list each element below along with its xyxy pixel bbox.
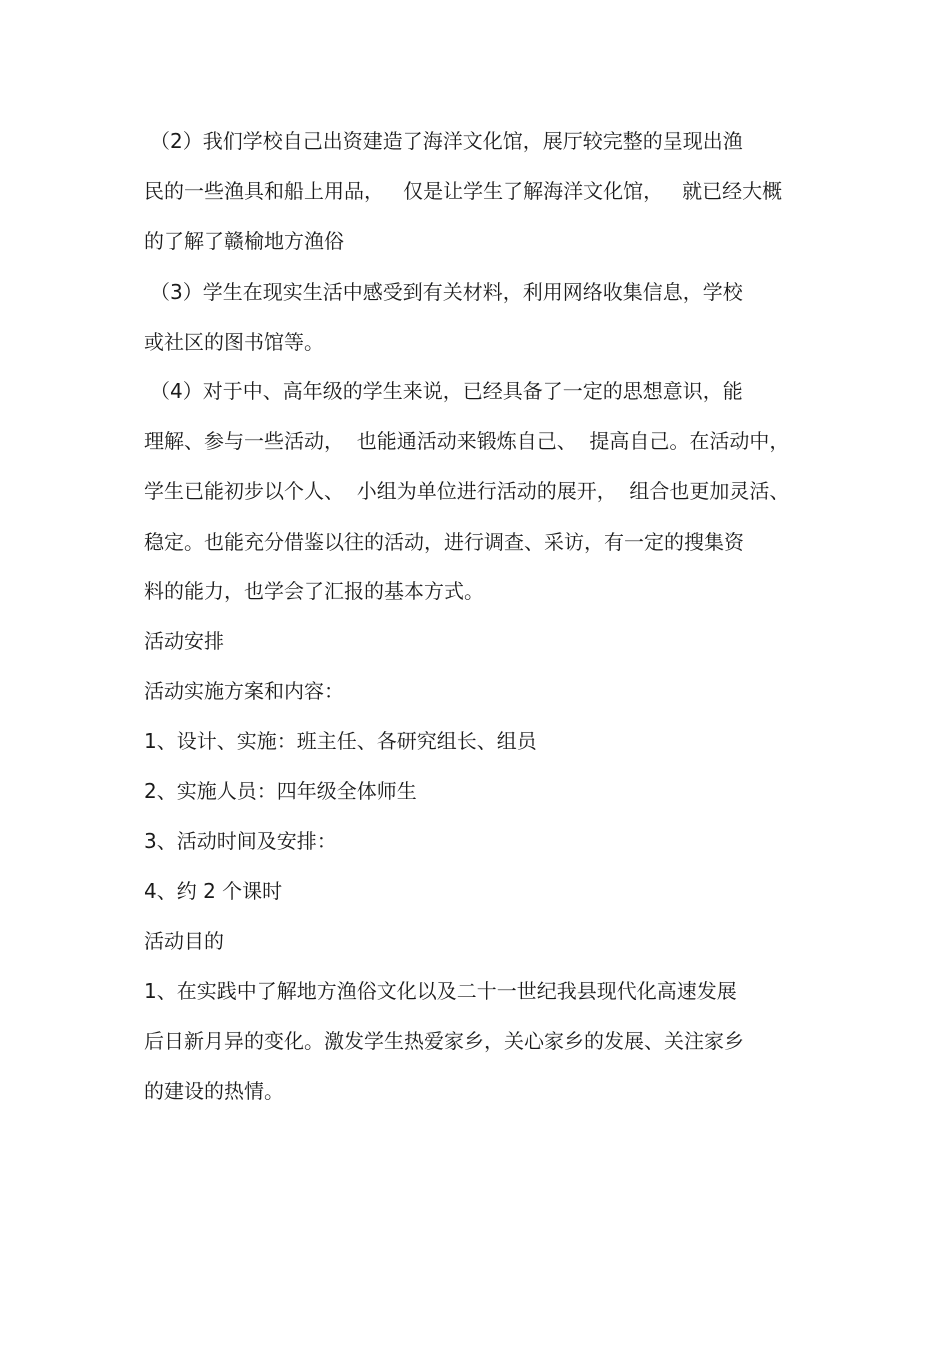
text-line: （4）对于中、高年级的学生来说，已经具备了一定的思想意识，能 — [150, 379, 743, 403]
text-line: 理解、参与一些活动， 也能通活动来锻炼自己、 提高自己。在活动中， — [144, 429, 790, 453]
list-item: 4、约 2 个课时 — [144, 879, 283, 903]
list-item: 2、实施人员：四年级全体师生 — [144, 779, 417, 803]
text-line: 的建设的热情。 — [144, 1079, 284, 1103]
text-line: 后日新月异的变化。激发学生热爱家乡，关心家乡的发展、关注家乡 — [144, 1029, 744, 1053]
list-item: 1、在实践中了解地方渔俗文化以及二十一世纪我县现代化高速发展 — [144, 979, 737, 1003]
text-line: 活动实施方案和内容： — [144, 679, 344, 703]
text-line: 稳定。也能充分借鉴以往的活动，进行调查、采访，有一定的搜集资 — [144, 530, 744, 554]
section-heading: 活动安排 — [144, 629, 224, 653]
text-line: 或社区的图书馆等。 — [144, 330, 324, 354]
list-item: 3、活动时间及安排： — [144, 829, 337, 853]
text-line: 学生已能初步以个人、 小组为单位进行活动的展开， 组合也更加灵活、 — [144, 479, 790, 503]
section-heading: 活动目的 — [144, 929, 224, 953]
text-line: （3）学生在现实生活中感受到有关材料，利用网络收集信息，学校 — [150, 280, 743, 304]
text-line: 民的一些渔具和船上用品， 仅是让学生了解海洋文化馆， 就已经大概 — [144, 179, 783, 203]
text-line: （2）我们学校自己出资建造了海洋文化馆，展厅较完整的呈现出渔 — [150, 129, 743, 153]
text-line: 料的能力，也学会了汇报的基本方式。 — [144, 579, 484, 603]
list-item: 1、设计、实施：班主任、各研究组长、组员 — [144, 729, 537, 753]
text-line: 的了解了赣榆地方渔俗 — [144, 229, 344, 253]
